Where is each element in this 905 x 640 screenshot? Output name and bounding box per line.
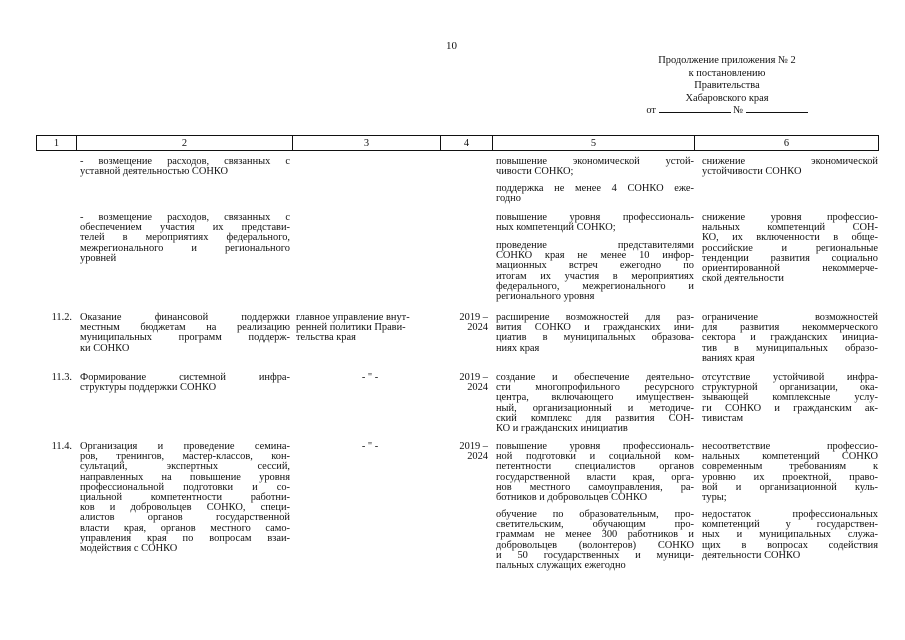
text-line: циальной компетентности работни- (80, 492, 290, 504)
text-line: и 50 государственных и муници- (496, 549, 694, 561)
text-line: поддержка не менее 4 СОНКО еже- (496, 183, 694, 194)
text-line: центра, включающего имуществен- (496, 392, 694, 404)
text-line: сультаций, экспертных сессий, (80, 461, 290, 473)
text-line: ваниях края (702, 352, 755, 364)
text-line: структурной организации, ока- (702, 382, 878, 394)
row-11-4-consequence-b (702, 510, 878, 561)
row-1-result-a (496, 157, 694, 177)
text-line: снижение экономической (702, 156, 878, 167)
text-line: 2019 – (459, 372, 488, 383)
column-number-3: 3 (293, 136, 441, 151)
text-line: ков и добровольцев СОНКО, специ- (80, 502, 290, 514)
row-11-2-period (444, 313, 488, 333)
text-line: уровней (80, 252, 117, 264)
text-line: СОНКО края не менее 10 инфор- (496, 250, 694, 262)
text-line: обеспечением участия их представи- (80, 222, 290, 234)
text-line: туры; (702, 492, 727, 504)
text-line: ров, тренингов, мастер-классов, кон- (80, 451, 290, 463)
text-line: власти края, органов местного само- (80, 522, 290, 534)
text-line: ных и муниципальных служа- (702, 529, 878, 541)
column-number-5: 5 (493, 136, 695, 151)
text-line: КО, их включенности в обще- (702, 232, 878, 244)
text-line: мационных встреч ежегодно по (496, 260, 694, 272)
page-number: 10 (446, 40, 457, 52)
text-line: несоответствие профессио- (702, 441, 878, 452)
text-line: снижение уровня профессио- (702, 212, 878, 223)
row-11-2-result (496, 313, 694, 354)
text-line: российские и региональные (702, 242, 878, 254)
text-line: для развития некоммерческого (702, 322, 878, 334)
text-line: уровню их проектной, право- (702, 471, 878, 483)
text-line: регионального уровня (496, 291, 595, 303)
column-number-2: 2 (77, 136, 293, 151)
text-line: светительским, обучающим про- (496, 519, 694, 531)
text-line: петентности специалистов органов (496, 461, 694, 473)
text-line: добровольцев (волонтеров) СОНКО (496, 539, 694, 551)
text-line: ский комплекс для развития СОН- (496, 412, 694, 424)
text-line: проведение представителями (496, 240, 694, 251)
row-11-3-consequence (702, 373, 878, 424)
text-line: уставной деятельностью СОНКО (80, 166, 229, 178)
text-line: структуры поддержки СОНКО (80, 382, 217, 394)
text-line: повышение уровня профессиональ- (496, 441, 694, 452)
text-line: - " - (361, 441, 379, 452)
row-11-2-executor (296, 313, 436, 344)
text-line: направленных на повышение уровня (80, 471, 290, 483)
text-line: 2024 (467, 382, 488, 394)
text-line: тельства края (296, 332, 356, 344)
text-line: ги СОНКО и гражданским ак- (702, 402, 878, 414)
row-1-measure (80, 157, 290, 177)
text-line: межрегионального и регионального (80, 242, 290, 254)
text-line: повышение уровня профессиональ- (496, 212, 694, 223)
text-line: циатив в муниципальных образова- (496, 332, 694, 344)
text-line: недостаток профессиональных (702, 509, 878, 520)
row-2-measure (80, 213, 290, 264)
text-line: тенденции развития социально (702, 252, 878, 264)
text-line: КО и гражданских инициатив (496, 423, 628, 435)
text-line: тивистам (702, 412, 744, 424)
text-line: муниципальных программ поддерж- (80, 332, 290, 344)
row-11-4-measure (80, 442, 290, 554)
text-line: нальных компетенций СОН- (702, 222, 878, 234)
text-line: годно (496, 193, 521, 205)
row-11-3-result (496, 373, 694, 434)
text-line: обучение по образовательным, про- (496, 509, 694, 520)
text-line: компетенций у государствен- (702, 519, 878, 531)
row-11-3-number: 11.3. (51, 372, 72, 383)
text-line: ниях края (496, 342, 540, 354)
header-line-1: Продолжение приложения № 2 (658, 55, 796, 66)
text-line: ный, организационный и методиче- (496, 402, 694, 414)
appendix-header (612, 55, 842, 118)
text-line: пальных служащих ежегодно (496, 560, 626, 572)
text-line: ориентированной некоммерче- (702, 263, 878, 275)
column-number-1: 1 (37, 136, 77, 151)
text-line: ской деятельности (702, 273, 784, 285)
row-1-consequence (702, 157, 878, 177)
text-line: ки СОНКО (80, 342, 130, 354)
column-number-header (36, 135, 879, 151)
text-line: ограничение возможностей (702, 312, 878, 323)
header-line-3: Правительства (694, 80, 760, 91)
text-line: вития СОНКО и гражданских ини- (496, 322, 694, 334)
from-label: от (646, 105, 656, 116)
column-number-6: 6 (695, 136, 879, 151)
row-2-result-b (496, 241, 694, 302)
text-line: Оказание финансовой поддержки (80, 312, 290, 323)
text-line: повышение экономической устой- (496, 156, 694, 167)
text-line: Организация и проведение семина- (80, 441, 290, 452)
row-2-result-a (496, 213, 694, 233)
text-line: отсутствие устойчивой инфра- (702, 372, 878, 383)
text-line: нальных компетенций СОНКО (702, 451, 878, 463)
text-line: государственной власти края, орга- (496, 471, 694, 483)
text-line: местным бюджетам на реализацию (80, 322, 290, 334)
text-line: 2024 (467, 451, 488, 463)
text-line: сти многопрофильного ресурсного (496, 382, 694, 394)
text-line: современным требованиям к (702, 461, 878, 473)
row-11-4-result-a (496, 442, 694, 503)
text-line: главное управление внут- (296, 312, 410, 323)
text-line: нов местного самоуправления, ра- (496, 481, 694, 493)
text-line: сектора и гражданских инициа- (702, 332, 878, 344)
row-11-2-measure (80, 313, 290, 354)
text-line: телей в мероприятиях федерального, (80, 232, 290, 244)
text-line: модействия с СОНКО (80, 543, 178, 555)
text-line: чивости СОНКО; (496, 166, 574, 178)
column-number-4: 4 (441, 136, 493, 151)
header-date-number-line (612, 105, 842, 118)
text-line: тив в муниципальных образо- (702, 342, 878, 354)
row-11-2-consequence (702, 313, 878, 364)
row-11-2-number: 11.2. (51, 312, 72, 323)
text-line: зывающей комплексные услу- (702, 392, 878, 404)
text-line: - возмещение расходов, связанных с (80, 156, 290, 167)
text-line: создание и обеспечение деятельно- (496, 372, 694, 383)
row-11-3-executor (296, 373, 444, 383)
text-line: итогам их участия в мероприятиях (496, 270, 694, 282)
text-line: 2024 (467, 322, 488, 334)
text-line: вой и организационной куль- (702, 481, 878, 493)
text-line: ных компетенций СОНКО; (496, 222, 616, 234)
text-line: - " - (361, 372, 379, 383)
text-line: деятельности СОНКО (702, 549, 801, 561)
row-1-result-b (496, 184, 694, 204)
number-label: № (733, 105, 744, 116)
text-line: устойчивости СОНКО (702, 166, 802, 178)
header-line-4: Хабаровского края (685, 92, 769, 104)
text-line: расширение возможностей для раз- (496, 312, 694, 323)
text-line: щих в вопросах содействия (702, 539, 878, 551)
text-line: 2019 – (459, 312, 488, 323)
row-11-4-period (444, 442, 488, 462)
text-line: граммам не менее 300 работников и (496, 529, 694, 541)
text-line: ренней политики Прави- (296, 322, 406, 334)
text-line: ботников и добровольцев СОНКО (496, 492, 648, 504)
row-11-4-consequence-a (702, 442, 878, 503)
row-2-consequence (702, 213, 878, 284)
text-line: профессиональной подготовки и со- (80, 481, 290, 493)
text-line: алистов органов государственной (80, 512, 290, 524)
header-line-2: к постановлению (688, 67, 766, 79)
text-line: ной подготовки и социальной ком- (496, 451, 694, 463)
row-11-4-executor (296, 442, 444, 452)
text-line: 2019 – (459, 441, 488, 452)
row-11-3-period (444, 373, 488, 393)
text-line: - возмещение расходов, связанных с (80, 212, 290, 223)
number-blank (746, 112, 808, 113)
row-11-4-result-b (496, 510, 694, 571)
text-line: федерального, межрегионального и (496, 280, 694, 292)
row-11-4-number: 11.4. (51, 441, 72, 452)
row-11-3-measure (80, 373, 290, 393)
date-blank (659, 112, 731, 113)
text-line: управления края по вопросам взаи- (80, 532, 290, 544)
text-line: Формирование системной инфра- (80, 372, 290, 383)
